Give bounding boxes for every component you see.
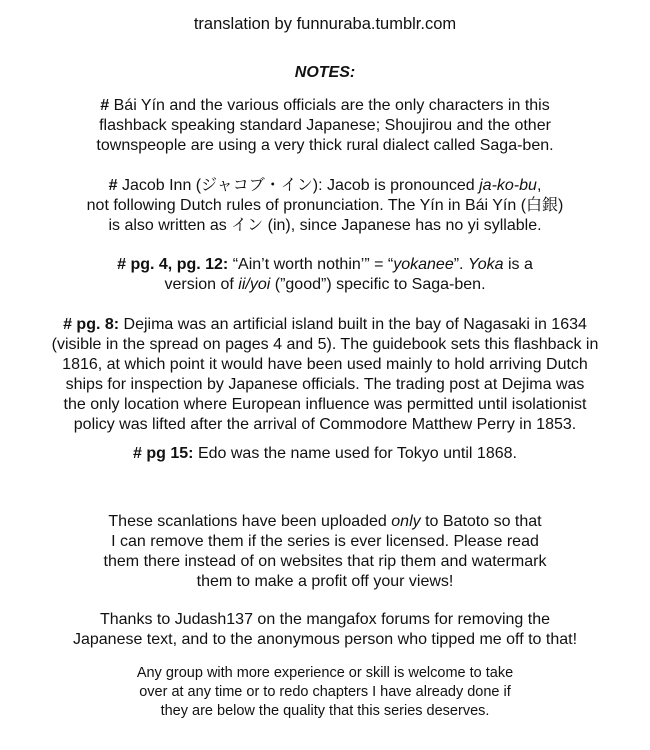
text-run: Any group with more experience or skill is welcome to take <box>136 665 514 681</box>
bold-run: # pg 15: <box>133 445 194 462</box>
text-line <box>40 136 610 156</box>
text-run: is also written as イン (in), since Japanese has no yi syllable. <box>108 217 542 234</box>
text-run: them to make a profit off your views! <box>196 573 454 590</box>
text-run: over at any time or to redo chapters I have already done if <box>139 684 511 700</box>
bold-run: # pg. 8: <box>63 316 120 333</box>
text-line <box>40 552 610 572</box>
italic-run: ii/yoi <box>238 276 271 293</box>
text-run: ”. <box>453 256 468 273</box>
upload-statement <box>40 512 610 592</box>
text-run: I can remove them if the series is ever licensed. Please read <box>111 533 539 550</box>
text-line <box>40 255 610 275</box>
text-run: them there instead of on websites that rip them and watermark <box>103 553 547 570</box>
text-run: to Batoto so that <box>420 513 542 530</box>
note-pg-8 <box>40 315 610 435</box>
text-run: the only location where European influence was permitted until isolationist <box>63 396 587 413</box>
text-line <box>40 572 610 592</box>
text-line <box>40 630 610 650</box>
text-run: “Ain’t worth nothin’” = “ <box>228 256 394 273</box>
text-line <box>40 415 610 435</box>
note-jacob-inn <box>40 176 610 236</box>
text-run: policy was lifted after the arrival of Commodore Matthew Perry in 1853. <box>73 416 577 433</box>
text-run: (visible in the spread on pages 4 and 5). The guidebook sets this flashback in <box>51 336 599 353</box>
thanks-statement <box>40 610 610 650</box>
text-line <box>40 355 610 375</box>
notes-heading: NOTES: <box>294 64 356 81</box>
text-run: Jacob Inn (ジャコブ・イン): Jacob is pronounced <box>121 177 480 194</box>
text-line <box>40 275 610 295</box>
italic-run: Yoka <box>467 256 504 273</box>
italic-run: ja-ko-bu <box>479 177 537 194</box>
text-run: townspeople are using a very thick rural dialect called Saga-ben. <box>96 137 554 154</box>
text-run: Edo was the name used for Tokyo until 1868. <box>193 445 517 462</box>
text-line <box>40 683 610 702</box>
text-line <box>40 96 610 116</box>
note-pg-15 <box>40 444 610 464</box>
text-run: Dejima was an artificial island built in the bay of Nagasaki in 1634 <box>119 316 587 333</box>
text-run: not following Dutch rules of pronunciation. The Yín in Bái Yín (白銀) <box>86 197 564 214</box>
text-line <box>40 116 610 136</box>
text-run: , <box>536 177 542 194</box>
text-line <box>40 512 610 532</box>
bold-run: # <box>100 97 114 114</box>
translation-credit: translation by funnuraba.tumblr.com <box>193 15 457 33</box>
text-line <box>40 216 610 236</box>
text-line <box>40 375 610 395</box>
text-line <box>40 196 610 216</box>
text-run: is a <box>503 256 533 273</box>
italic-run: only <box>391 513 421 530</box>
text-run: ships for inspection by Japanese officials. The trading post at Dejima was <box>65 376 585 393</box>
text-run: they are below the quality that this series deserves. <box>160 703 490 719</box>
text-run: Bái Yín and the various officials are the only characters in this <box>113 97 550 114</box>
text-run: Thanks to Judash137 on the mangafox forums for removing the <box>99 611 551 628</box>
text-run: Japanese text, and to the anonymous person who tipped me off to that! <box>72 631 578 648</box>
group-invitation <box>40 664 610 721</box>
text-line <box>40 315 610 335</box>
text-line <box>40 395 610 415</box>
note-bai-yin <box>40 96 610 156</box>
text-line <box>40 444 610 464</box>
bold-run: # <box>108 177 122 194</box>
text-line <box>40 335 610 355</box>
text-run: flashback speaking standard Japanese; Shoujirou and the other <box>99 117 551 134</box>
italic-run: yokanee <box>393 256 454 273</box>
text-line <box>40 664 610 683</box>
text-run: version of <box>164 276 239 293</box>
note-pg-4-12 <box>40 255 610 295</box>
text-line <box>40 176 610 196</box>
text-run: These scanlations have been uploaded <box>108 513 392 530</box>
text-line <box>40 702 610 721</box>
bold-run: # pg. 4, pg. 12: <box>117 256 229 273</box>
text-run: (”good”) specific to Saga-ben. <box>270 276 486 293</box>
text-line <box>40 610 610 630</box>
text-run: 1816, at which point it would have been used mainly to hold arriving Dutch <box>62 356 588 373</box>
text-line <box>40 532 610 552</box>
